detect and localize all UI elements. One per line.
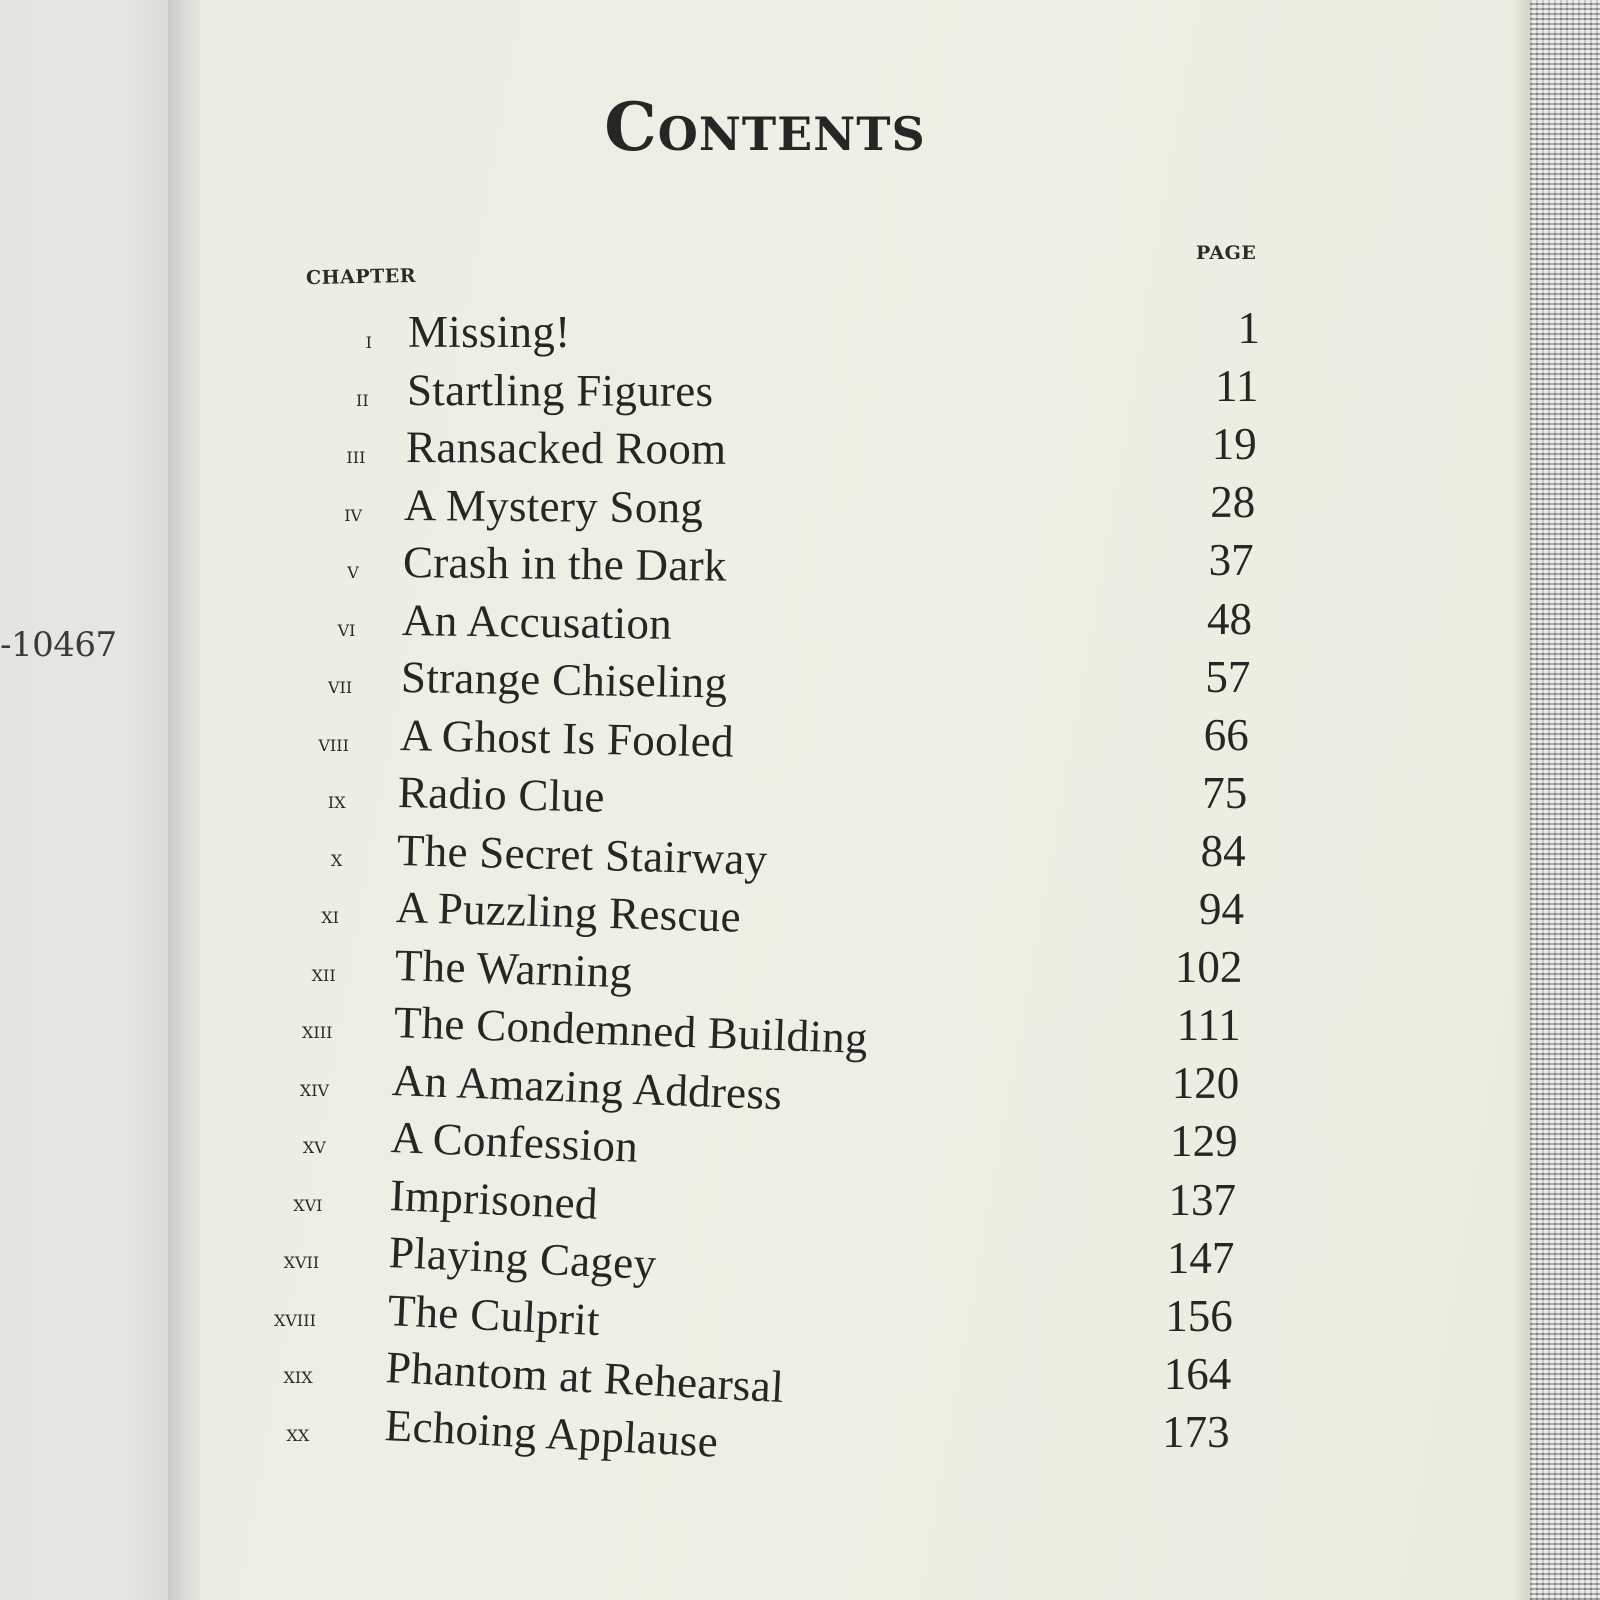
left-facing-page: [0, 0, 180, 1600]
contents-heading: Contents: [604, 88, 926, 166]
chapter-page-number: 137: [1168, 1174, 1236, 1225]
chapter-page-number: 164: [1163, 1348, 1232, 1399]
chapter-title: Missing!: [408, 307, 571, 357]
chapter-title: Imprisoned: [388, 1169, 599, 1229]
chapter-numeral: ii: [356, 385, 369, 412]
chapter-title: Startling Figures: [406, 364, 714, 416]
chapter-title: The Culprit: [386, 1284, 601, 1345]
chapter-numeral: xviii: [273, 1305, 316, 1332]
chapter-numeral-box: [266, 602, 356, 656]
chapter-numeral: xiv: [299, 1075, 330, 1102]
page-column-label: PAGE: [1196, 242, 1257, 264]
chapter-numeral: iv: [344, 500, 363, 527]
chapter-numeral: vii: [327, 673, 353, 699]
chapter-numeral: x: [330, 845, 343, 872]
table-of-contents: [200, 0, 1520, 1600]
chapter-page-number: 37: [1208, 535, 1254, 586]
chapter-page-number: 102: [1174, 942, 1243, 993]
chapter-numeral-box: [246, 947, 336, 1001]
chapter-title: Playing Cagey: [387, 1227, 658, 1290]
chapter-title: A Mystery Song: [404, 479, 704, 533]
chapter-column-label: CHAPTER: [305, 264, 417, 290]
chapter-page-number: 84: [1200, 825, 1246, 876]
chapter-title: Strange Chiseling: [400, 652, 728, 708]
chapter-numeral: xiii: [302, 1018, 333, 1044]
chapter-numeral: viii: [318, 730, 349, 757]
chapter-page-number: 173: [1162, 1406, 1230, 1457]
chapter-title: The Secret Stairway: [396, 824, 769, 884]
contents-page: [200, 0, 1520, 1600]
chapter-page-number: 28: [1210, 477, 1256, 528]
chapter-page-number: 75: [1202, 767, 1248, 818]
chapter-numeral: xix: [283, 1363, 313, 1389]
chapter-numeral-box: [233, 1177, 323, 1231]
chapter-page-number: 111: [1176, 1000, 1241, 1051]
chapter-page-number: 48: [1207, 593, 1252, 644]
chapter-numeral: xii: [311, 960, 336, 987]
chapter-page-number: 57: [1205, 651, 1251, 702]
chapter-page-number: 66: [1203, 709, 1249, 760]
chapter-numeral: xi: [321, 903, 339, 929]
chapter-page-number: 1: [1237, 303, 1260, 353]
chapter-title: A Confession: [390, 1112, 640, 1172]
chapter-numeral-box: [223, 1349, 313, 1403]
chapter-page-number: 11: [1215, 361, 1259, 412]
chapter-numeral: i: [365, 328, 372, 354]
chapter-numeral: v: [347, 558, 359, 584]
chapter-numeral: iii: [346, 443, 366, 469]
chapter-title: A Puzzling Rescue: [395, 882, 742, 942]
chapter-page-number: 120: [1171, 1058, 1240, 1109]
chapter-numeral-box: [272, 487, 362, 541]
chapter-page-number: 19: [1211, 419, 1257, 470]
chapter-numeral-box: [226, 1292, 316, 1346]
chapter-title: An Amazing Address: [391, 1054, 784, 1119]
chapter-title: Crash in the Dark: [402, 537, 728, 591]
chapter-numeral-box: [229, 1234, 319, 1288]
chapter-title: An Accusation: [401, 594, 673, 649]
chapter-numeral-box: [275, 429, 365, 483]
chapter-numeral: xv: [302, 1133, 326, 1159]
chapter-numeral-box: [249, 889, 339, 943]
chapter-numeral: vi: [337, 615, 356, 642]
left-page-fragment: -10467: [0, 625, 117, 665]
chapter-numeral: xvii: [283, 1248, 320, 1274]
chapter-numeral-box: [262, 659, 352, 713]
chapter-numeral: xx: [286, 1420, 310, 1447]
chapter-numeral-box: [242, 1004, 332, 1058]
chapter-numeral-box: [282, 314, 372, 368]
chapter-numeral-box: [239, 1062, 329, 1116]
chapter-page-number: 129: [1170, 1116, 1238, 1167]
chapter-numeral: ix: [327, 788, 346, 814]
chapter-title: The Condemned Building: [392, 997, 869, 1064]
chapter-title: A Ghost Is Fooled: [399, 709, 734, 767]
chapter-numeral-box: [279, 372, 369, 426]
chapter-title: Radio Clue: [397, 767, 606, 822]
chapter-title: Ransacked Room: [405, 422, 727, 474]
chapter-numeral-box: [256, 774, 346, 828]
chapter-page-number: 147: [1166, 1232, 1235, 1283]
chapter-numeral-box: [269, 544, 359, 598]
chapter-title: The Warning: [394, 939, 633, 997]
chapter-page-number: 94: [1199, 884, 1244, 934]
chapter-title: Phantom at Rehearsal: [385, 1342, 786, 1412]
chapter-numeral-box: [236, 1119, 326, 1173]
background-cloth: [1530, 0, 1600, 1600]
chapter-page-number: 156: [1165, 1290, 1233, 1341]
chapter-numeral: xvi: [293, 1190, 323, 1217]
chapter-numeral-box: [252, 832, 342, 886]
chapter-numeral-box: [259, 717, 349, 771]
chapter-numeral-box: [219, 1407, 309, 1461]
chapter-title: Echoing Applause: [383, 1399, 720, 1467]
